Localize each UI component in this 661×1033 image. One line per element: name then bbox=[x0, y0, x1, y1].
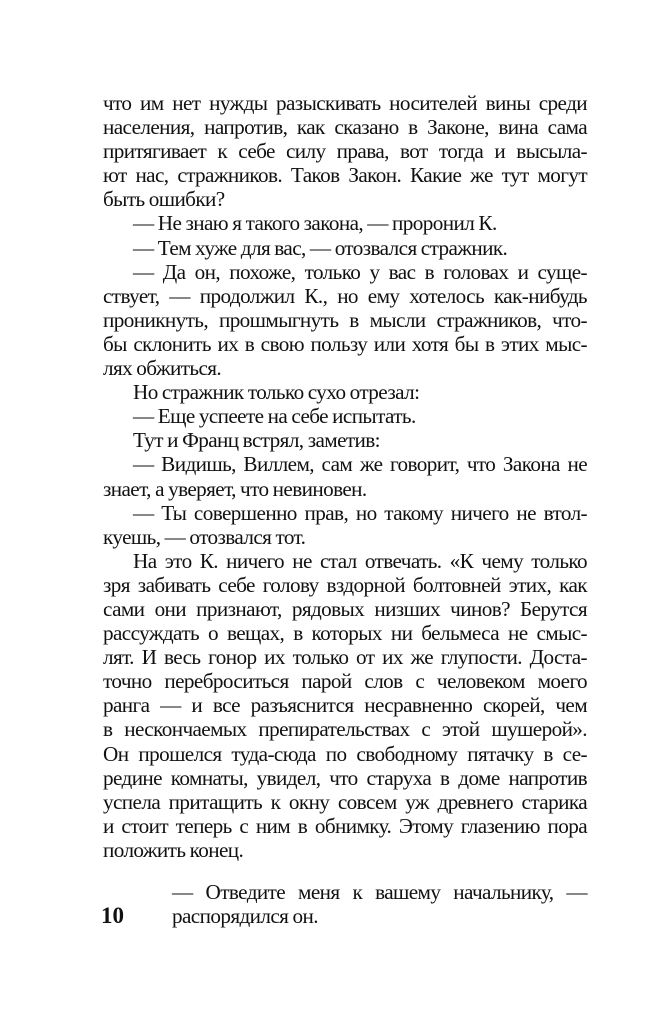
text-line: успела притащить к окну совсем уж древнего старика bbox=[103, 789, 587, 814]
text-line: знает, а уверяет, что невиновен. bbox=[103, 476, 367, 501]
text-line: Тут и Франц встрял, заметив: bbox=[133, 428, 380, 453]
text-line: На это К. ничего не стал отвечать. «К чему только bbox=[133, 548, 587, 573]
body-text bbox=[103, 91, 587, 862]
text-line: положить конец. bbox=[103, 837, 244, 862]
page-number: 10 bbox=[101, 903, 124, 928]
text-line: точно переброситься парой слов с человеком моего bbox=[103, 669, 587, 694]
text-line: Он прошелся туда-сюда по свободному пятачку в се- bbox=[103, 741, 587, 766]
text-line: лях обжиться. bbox=[103, 356, 222, 381]
text-line: рассуждать о вещах, в которых ни бельмеса не смыс- bbox=[103, 621, 587, 646]
text-line: — Ты совершенно прав, но такому ничего не втол- bbox=[133, 500, 587, 525]
text-line: ствует, — продолжил К., но ему хотелось как-нибудь bbox=[103, 283, 587, 308]
text-line: лят. И весь гонор их только от их же глупости. Доста- bbox=[103, 645, 587, 670]
text-line: проникнуть, прошмыгнуть в мысли стражников, что- bbox=[103, 307, 587, 332]
text-line: сами они признают, рядовых низших чинов? Берутся bbox=[103, 596, 587, 621]
text-line: притягивает к себе силу права, вот тогда и высыла- bbox=[103, 139, 587, 164]
text-line: зря забивать себе голову вздорной болтовней этих, как bbox=[103, 572, 587, 597]
last-paragraph bbox=[172, 880, 587, 928]
text-line: ранга — и все разъяснится несравненно скорей, чем bbox=[103, 693, 587, 718]
text-line: и стоит теперь с ним в обнимку. Этому глазению пора bbox=[103, 813, 587, 838]
text-line: в нескончаемых препирательствах с этой шушерой». bbox=[103, 717, 587, 742]
text-line: — Не знаю я такого закона, — проронил К. bbox=[133, 211, 497, 236]
text-line: редине комнаты, увидел, что старуха в доме напротив bbox=[103, 765, 587, 790]
text-line: населения, напротив, как сказано в Законе, вина сама bbox=[103, 115, 587, 140]
text-line: — Еще успеете на себе испытать. bbox=[133, 404, 416, 429]
text-line: быть ошибки? bbox=[103, 187, 225, 212]
text-line: куешь, — отозвался тот. bbox=[103, 524, 306, 549]
text-line: что им нет нужды разыскивать носителей вины среди bbox=[103, 91, 587, 115]
text-line: Но стражник только сухо отрезал: bbox=[133, 380, 420, 405]
text-line: распорядился он. bbox=[172, 904, 318, 929]
text-line: — Да он, похоже, только у вас в головах и суще- bbox=[133, 259, 587, 284]
text-line: — Тем хуже для вас, — отозвался стражник. bbox=[133, 235, 508, 260]
text-line: бы склонить их в свою пользу или хотя бы в этих мыс- bbox=[103, 331, 587, 356]
text-line: — Видишь, Виллем, сам же говорит, что Закона не bbox=[133, 452, 587, 477]
text-line: — Отведите меня к вашему начальнику, — bbox=[172, 880, 587, 904]
text-line: ют нас, стражников. Таков Закон. Какие же тут могут bbox=[103, 163, 587, 188]
